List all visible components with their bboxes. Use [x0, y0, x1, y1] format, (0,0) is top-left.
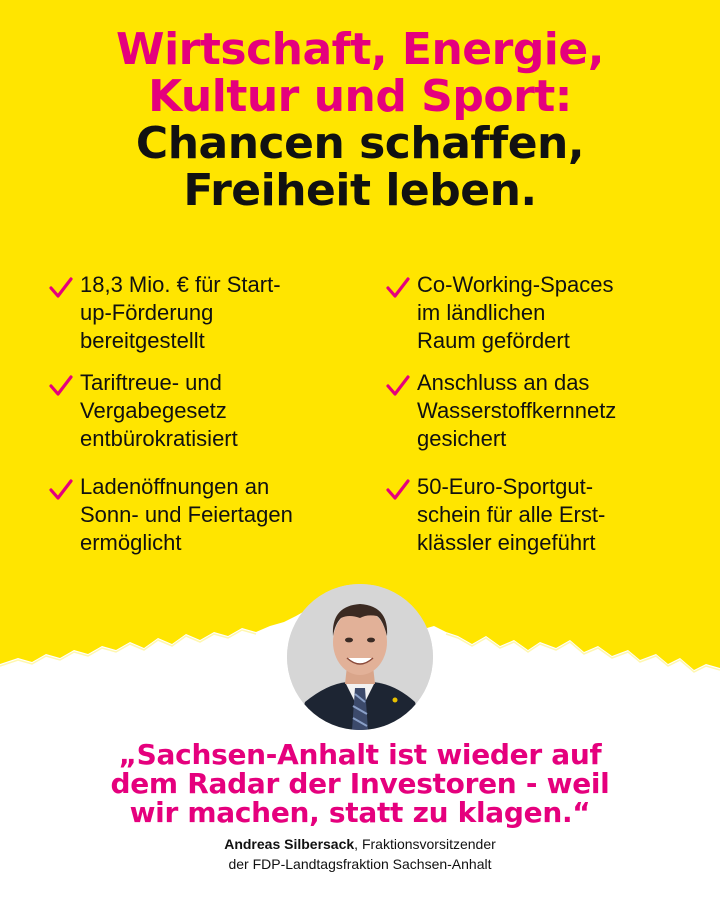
- headline-line-4: Freiheit leben.: [183, 165, 537, 216]
- list-item-text: 18,3 Mio. € für Start- up-Förderung bereitgestellt: [80, 272, 281, 353]
- check-icon: [385, 275, 411, 301]
- check-icon: [48, 477, 74, 503]
- portrait-illustration: [287, 584, 433, 730]
- headline-line-1: Wirtschaft, Energie,: [116, 24, 604, 75]
- check-icon: [385, 373, 411, 399]
- list-item-text: Ladenöffnungen an Sonn- und Feiertagen ermöglicht: [80, 474, 293, 555]
- headline-line-3: Chancen schaffen,: [135, 118, 585, 169]
- speaker-name: Andreas Silbersack: [224, 836, 355, 852]
- check-icon: [385, 477, 411, 503]
- list-item: [48, 271, 348, 355]
- list-item: [385, 473, 685, 557]
- list-item-text: Co-Working-Spaces im ländlichen Raum gefördert: [417, 272, 614, 353]
- list-item-text: Tariftreue- und Vergabegesetz entbürokratisiert: [80, 370, 238, 451]
- attribution: [0, 834, 720, 874]
- check-icon: [48, 373, 74, 399]
- portrait-photo: [287, 584, 433, 730]
- check-icon: [48, 275, 74, 301]
- speaker-role: , Fraktionsvorsitzender: [354, 836, 496, 852]
- speaker-organization: der FDP-Landtagsfraktion Sachsen-Anhalt: [228, 856, 492, 872]
- list-item-text: Anschluss an das Wasserstoffkernnetz gesichert: [417, 370, 617, 451]
- quote: „Sachsen-Anhalt ist wieder auf dem Radar der Investoren - weil wir machen, statt zu klagen.“: [110, 738, 610, 829]
- list-item: [385, 271, 685, 355]
- list-item-text: 50-Euro-Sportgut- schein für alle Erst- klässler eingeführt: [417, 474, 606, 555]
- list-item: [385, 369, 685, 453]
- list-item: [48, 473, 348, 557]
- list-item: [48, 369, 348, 453]
- headline-line-2: Kultur und Sport:: [148, 71, 572, 122]
- attribution-line-1: [0, 834, 720, 854]
